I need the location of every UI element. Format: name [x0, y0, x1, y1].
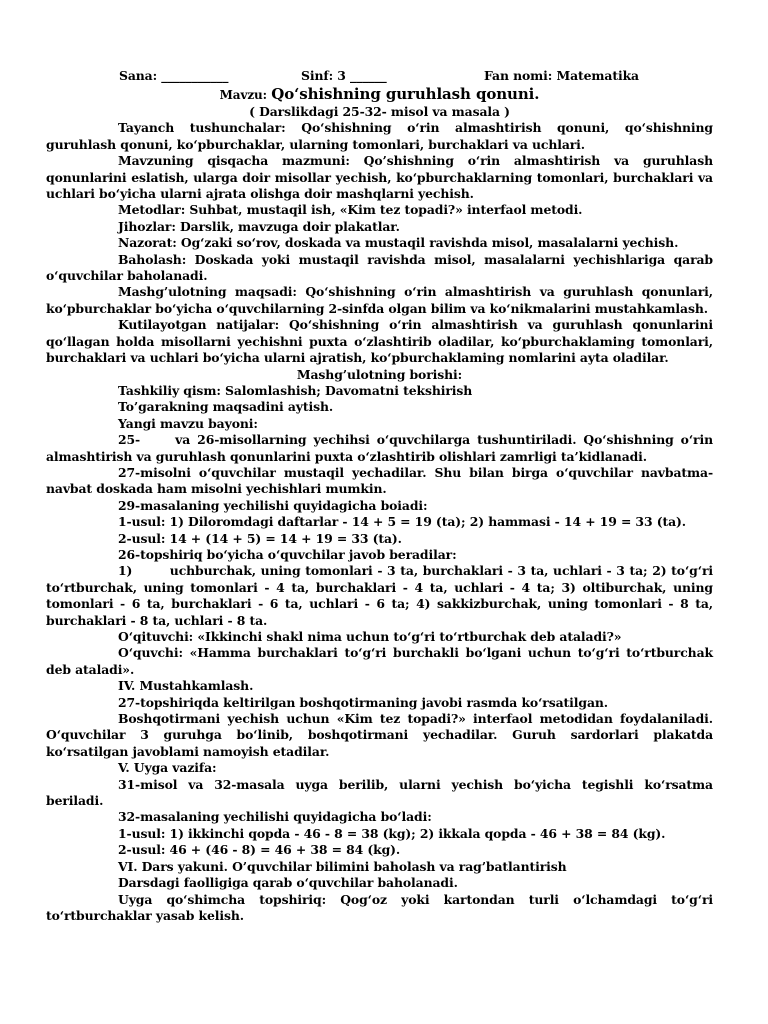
equipment: Jihozlar: Darslik, mavzuga doir plakatlar. — [118, 218, 400, 234]
textbook-reference: ( Darslikdagi 25-32- misol va masala ) — [249, 104, 510, 119]
control: Nazorat: Og‘zaki so‘rov, doskada va mustaqil ravishda misol, masalalarni yechish. — [118, 235, 679, 251]
body-line: 2-usul: 14 + (14 + 5) = 14 + 19 = 33 (ta). — [118, 530, 402, 546]
expected-results: Kutilayotgan natijalar: Qo‘shishning o‘rin almashtirish va guruhlash qonunlarini qo‘llagan holda misollarni yechishni puxta o‘zlashtirib oladilar, ko‘pburchaklaming tomonlari, burchaklari va uchlari bo‘yicha ularni ajratish, ko‘pburchaklaming nomlarini ayta oladilar. — [46, 317, 713, 366]
body-line: Uyga qo‘shimcha topshiriq: Qog‘oz yoki kartondan turli o‘lchamdagi to‘g‘ri to‘rtburchaklar yasab kelish. — [46, 891, 713, 923]
body-line: 1) uchburchak, uning tomonlari - 3 ta, burchaklari - 3 ta, uchlari - 3 ta; 2) to‘g‘ri to‘rtburchak, uning tomonlari - 4 ta, burchaklari - 4 ta, uchlari - 4 ta; 3) oltiburchak, uning tomonlari - 6 ta, burchaklari - 6 ta, uchlari - 6 ta; 4) sakkizburchak, uning tomonlari - 8 ta, burchaklari - 8 ta, uchlari - 8 ta. — [46, 563, 713, 628]
key-concepts: Tayanch tushunchalar: Qo‘shishning o‘rin almashtirish qonuni, qo‘shishning guruhlash qonuni, ko‘pburchaklar, ularning tomonlari, burchaklari va uchlari. — [46, 120, 713, 152]
body-line: Yangi mavzu bayoni: — [118, 415, 258, 431]
summary-content: Mavzuning qisqacha mazmuni: Qo’shishning o‘rin almashtirish va guruhlash qonunlarini eslatish, ularga doir misollar yechish, ko‘pburchaklarning tomonlari, burchaklari va uchlari bo‘yicha ularni ajrata olishga doir mashqlarni yechish. — [46, 153, 713, 202]
topic-label: Mavzu: — [219, 88, 268, 102]
lesson-goal: Mashg’ulotning maqsadi: Qo‘shishning o‘rin almashtirish va guruhlash qonunlari, ko‘pburchaklar bo‘yicha o‘quvchilarning 2-sinfda olgan bilim va ko‘nikmalarini mustahkamlash. — [46, 284, 713, 316]
body-line: O‘quvchi: «Hamma burchaklari to‘g‘ri burchakli bo‘lgani uchun to‘g‘ri to‘rtburchak deb ataladi». — [46, 645, 713, 677]
body-line: 2-usul: 46 + (46 - 8) = 46 + 38 = 84 (kg). — [118, 842, 401, 858]
header-row — [46, 68, 713, 84]
topic-title: Qo‘shishning guruhlash qonuni. — [271, 85, 540, 103]
body-line: Darsdagi faolligiga qarab o‘quvchilar baholanadi. — [118, 875, 458, 891]
body-line: IV. Mustahkamlash. — [118, 678, 254, 694]
subject-field: Fan nomi: Matematika — [484, 68, 639, 83]
body-line: 32-masalaning yechilishi quyidagicha bo‘ladi: — [118, 809, 432, 825]
body-line: 27-topshiriqda keltirilgan boshqotirmaning javobi rasmda ko‘rsatilgan. — [118, 694, 608, 710]
body-line: 1-usul: 1) Diloromdagi daftarlar - 14 + 5 = 19 (ta); 2) hammasi - 14 + 19 = 33 (ta). — [118, 514, 686, 530]
assessment: Baholash: Doskada yoki mustaqil ravishda misol, masalalarni yechishlariga qarab o‘quvchilar baholanadi. — [46, 251, 713, 284]
body-line: VI. Dars yakuni. O’quvchilar bilimini baholash va rag’batlantirish — [118, 858, 567, 874]
body-line: 25- va 26-misollarning yechihsi o‘quvchilarga tushuntiriladi. Qo‘shishning o‘rin almashtirish va guruhlash qonunlarini puxta o‘zlashtirib olishlari zamrligi ta’kidlanadi. — [46, 432, 713, 464]
date-field: Sana: ___________ — [119, 68, 229, 83]
body-line: O‘qituvchi: «Ikkinchi shakl nima uchun to‘g‘ri to‘rtburchak deb ataladi?» — [118, 629, 622, 644]
body-line: 1-usul: 1) ikkinchi qopda - 46 - 8 = 38 (kg); 2) ikkala qopda - 46 + 38 = 84 (kg). — [118, 825, 666, 841]
topic-line — [46, 85, 713, 104]
body-line: 27-misolni o‘quvchilar mustaqil yechadilar. Shu bilan birga o‘quvchilar navbatma-navbat doskada ham misolni yechishlari mumkin. — [46, 464, 713, 497]
body-line: 26-topshiriq bo‘yicha o‘quvchilar javob beradilar: — [118, 546, 457, 562]
body-line: Tashkiliy qism: Salomlashish; Davomatni tekshirish — [118, 382, 473, 398]
body-line: Boshqotirmani yechish uchun «Kim tez topadi?» interfaol metodidan foydalaniladi. O‘quvchilar 3 guruhga bo‘linib, boshqotirmani yechadilar. Guruh sardorlari plakatda ko‘rsatilgan javoblami namoyish etadilar. — [46, 711, 713, 759]
lesson-flow-title: Mashg’ulotning borishi: — [296, 366, 463, 382]
body-line: V. Uyga vazifa: — [118, 760, 217, 776]
body-line: 29-masalaning yechilishi quyidagicha boiadi: — [118, 497, 428, 513]
methods: Metodlar: Suhbat, mustaqil ish, «Kim tez topadi?» interfaol metodi. — [118, 202, 583, 218]
body-line: To’garakning maqsadini aytish. — [118, 399, 334, 415]
body-line: 31-misol va 32-masala uyga berilib, ularni yechish bo‘yicha tegishli ko‘rsatma beriladi. — [46, 776, 713, 809]
class-field: Sinf: 3 ______ — [301, 68, 387, 83]
